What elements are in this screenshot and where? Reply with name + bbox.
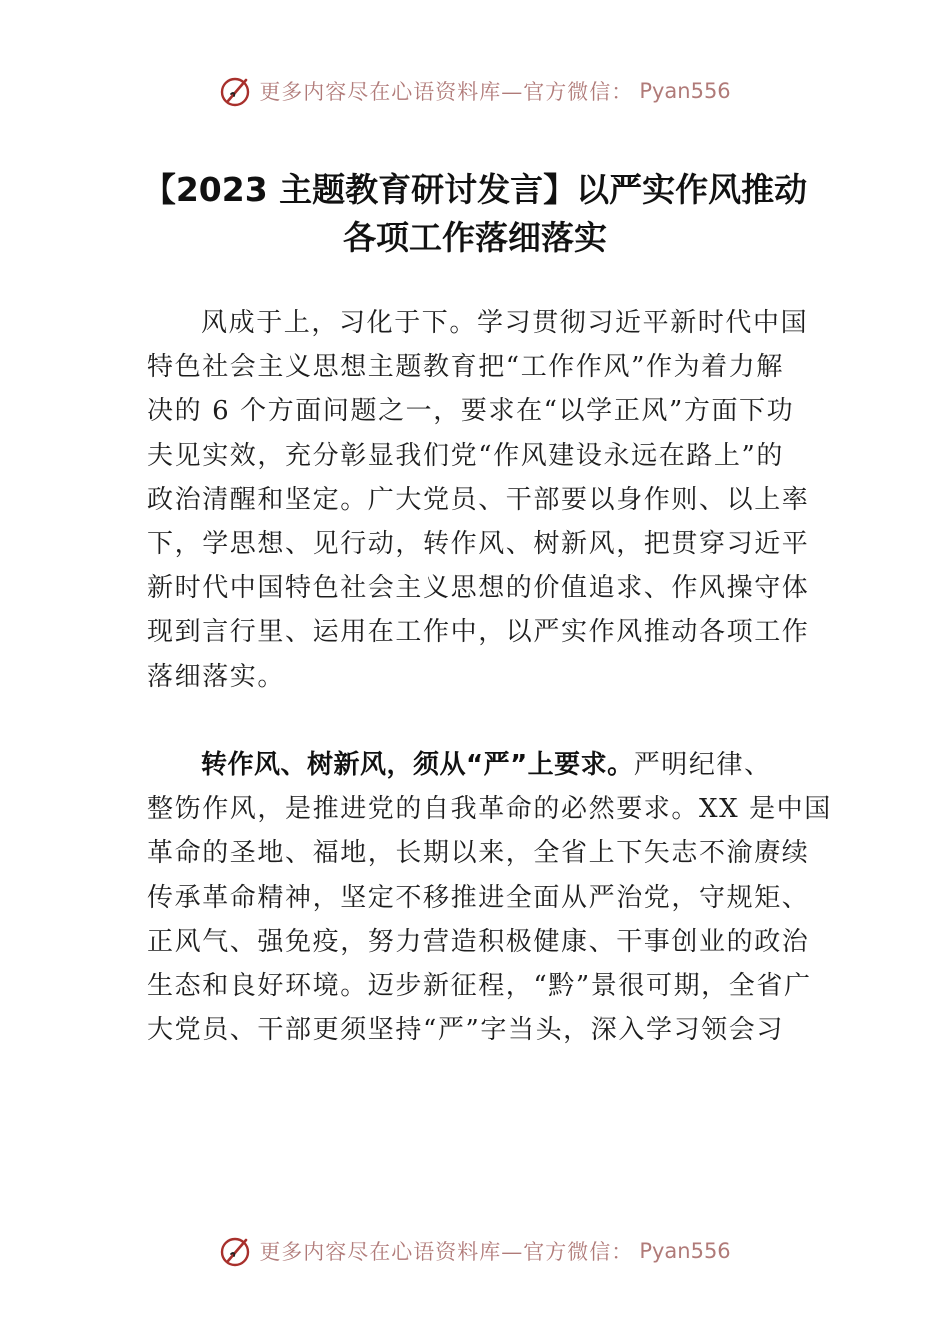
quill-logo-icon xyxy=(219,1234,253,1268)
paragraph-line: 夫见实效，充分彰显我们党“作风建设永远在路上”的 xyxy=(147,440,784,471)
paragraph-line: 传承革命精神，坚定不移推进全面从严治党，守规矩、 xyxy=(147,882,810,913)
paragraph-line: 新时代中国特色社会主义思想的价值追求、作风操守体 xyxy=(147,573,810,604)
paragraph-first-line-rest: 严明纪律、 xyxy=(633,750,772,780)
title-line-1: 【2023 主题教育研讨发言】以严实作风推动 xyxy=(142,170,808,209)
paragraph-line: 政治清醒和坚定。广大党员、干部要以身作则、以上率 xyxy=(147,484,810,515)
paragraph-line: 现到言行里、运用在工作中，以严实作风推动各项工作 xyxy=(147,617,810,648)
paragraph-line: 革命的圣地、福地，长期以来，全省上下矢志不渝赓续 xyxy=(147,838,810,869)
title-line-2: 各项工作落细落实 xyxy=(343,218,607,257)
watermark-wechat-id: Pyan556 xyxy=(639,79,731,103)
header-watermark xyxy=(0,74,950,108)
paragraph-line: 生态和良好环境。迈步新征程，“黔”景很可期，全省广 xyxy=(147,970,812,1001)
watermark-wechat-id: Pyan556 xyxy=(639,1239,731,1263)
document-title xyxy=(100,166,850,262)
watermark-text: 更多内容尽在心语资料库—官方微信： xyxy=(259,80,634,104)
paragraph-line: 整饬作风，是推进党的自我革命的必然要求。XX 是中国 xyxy=(147,794,832,825)
paragraph-2 xyxy=(147,743,832,1052)
paragraph-1 xyxy=(147,301,810,699)
paragraph-line: 下，学思想、见行动，转作风、树新风，把贯穿习近平 xyxy=(147,528,810,559)
paragraph-lead-sentence: 转作风、树新风，须从“严”上要求。 xyxy=(201,750,634,780)
watermark-text: 更多内容尽在心语资料库—官方微信： xyxy=(259,1240,634,1264)
paragraph-first-line xyxy=(147,743,807,787)
paragraph-line: 落细落实。 xyxy=(147,661,286,692)
paragraph-line: 风成于上，习化于下。学习贯彻习近平新时代中国 xyxy=(201,308,809,338)
paragraph-line: 大党员、干部更须坚持“严”字当头，深入学习领会习 xyxy=(147,1015,784,1046)
paragraph-line: 决的 6 个方面问题之一，要求在“以学正风”方面下功 xyxy=(147,396,795,427)
paragraph-line: 正风气、强免疫，努力营造积极健康、干事创业的政治 xyxy=(147,926,810,957)
paragraph-line: 特色社会主义思想主题教育把“工作作风”作为着力解 xyxy=(147,352,784,383)
quill-logo-icon xyxy=(219,74,253,108)
footer-watermark xyxy=(0,1234,950,1268)
